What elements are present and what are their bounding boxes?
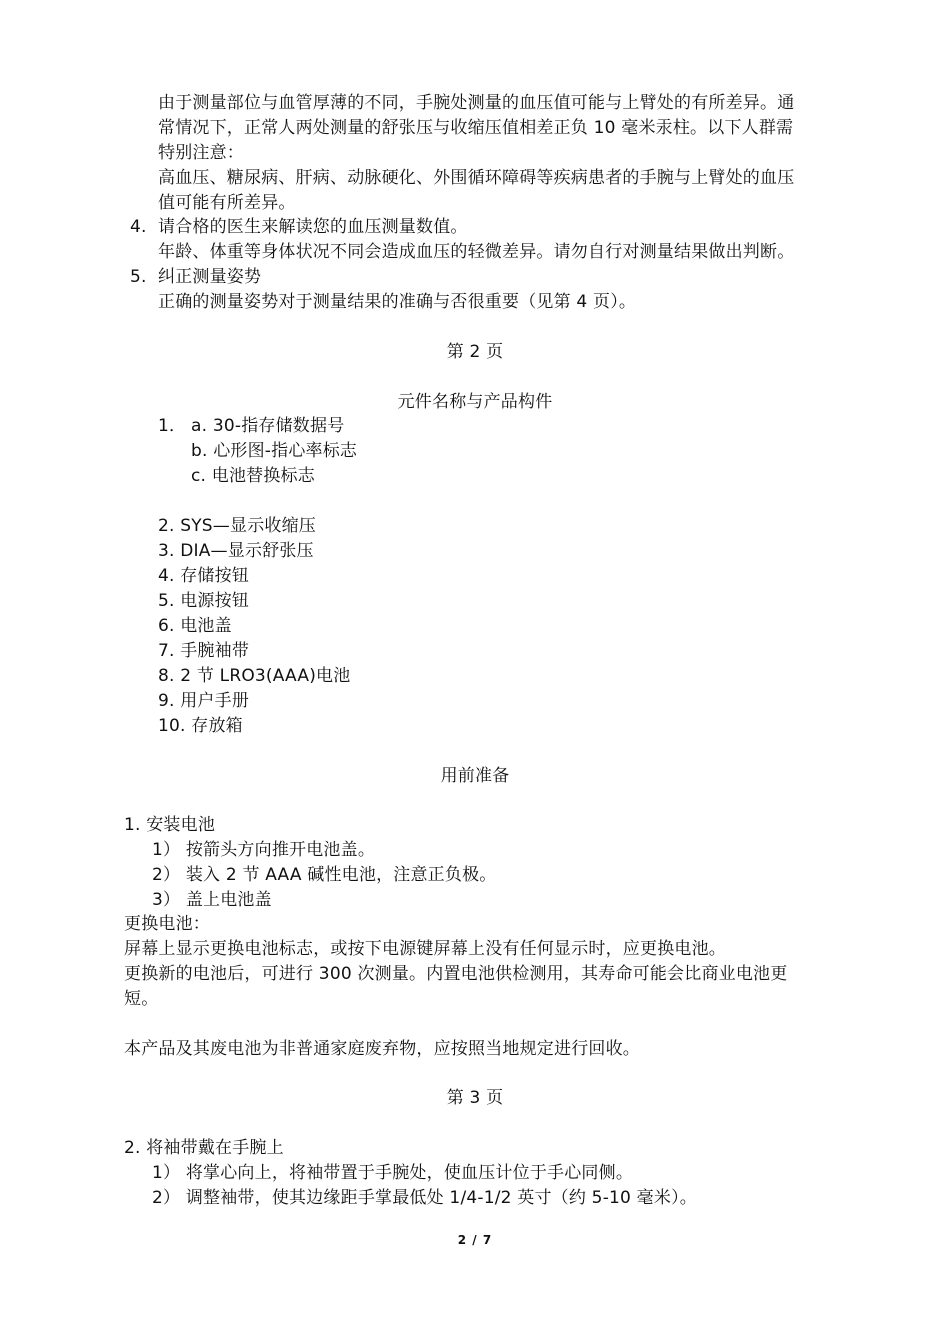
intro-text-line: 特别注意： <box>158 143 244 163</box>
component-item: 5. 电源按钮 <box>158 591 250 611</box>
intro-text-line: 值可能有所差异。 <box>158 193 296 213</box>
component-item: 7. 手腕袖带 <box>158 641 250 661</box>
page-label: 第 2 页 <box>446 342 504 362</box>
step-subitem: 2） 装入 2 节 AAA 碱性电池，注意正负极。 <box>152 865 497 885</box>
recycle-notice: 本产品及其废电池为非普通家庭废弃物，应按照当地规定进行回收。 <box>124 1039 640 1059</box>
component-item: 3. DIA—显示舒张压 <box>158 541 314 561</box>
tip-body: 正确的测量姿势对于测量结果的准确与否很重要（见第 4 页）。 <box>158 292 637 312</box>
component-item: 6. 电池盖 <box>158 616 232 636</box>
body-text-line: 屏幕上显示更换电池标志，或按下电源键屏幕上没有任何显示时，应更换电池。 <box>124 939 726 959</box>
page-number: 2 / 7 <box>457 1233 493 1247</box>
body-text-line: 更换新的电池后，可进行 300 次测量。内置电池供检测用，其寿命可能会比商业电池更 <box>124 964 788 984</box>
replace-battery-label: 更换电池： <box>124 914 210 934</box>
step-subitem: 3） 盖上电池盖 <box>152 890 272 910</box>
tip-number: 5. <box>130 267 147 287</box>
intro-text-line: 常情况下，正常人两处测量的舒张压与收缩压值相差正负 10 毫米汞柱。以下人群需 <box>158 118 794 138</box>
component-subitem: b. 心形图-指心率标志 <box>191 441 358 461</box>
body-text-line: 短。 <box>124 989 159 1009</box>
section-heading: 元件名称与产品构件 <box>397 392 553 412</box>
component-item: 4. 存储按钮 <box>158 566 250 586</box>
step-heading: 1. 安装电池 <box>124 815 216 835</box>
step-subitem: 2） 调整袖带，使其边缘距手掌最低处 1/4-1/2 英寸（约 5-10 毫米）。 <box>152 1188 697 1208</box>
component-subitem: a. 30-指存储数据号 <box>191 416 345 436</box>
tip-title: 纠正测量姿势 <box>158 267 262 287</box>
component-subitem: c. 电池替换标志 <box>191 466 315 486</box>
section-heading: 用前准备 <box>440 766 510 786</box>
step-subitem: 1） 将掌心向上，将袖带置于手腕处，使血压计位于手心同侧。 <box>152 1163 634 1183</box>
step-heading: 2. 将袖带戴在手腕上 <box>124 1138 284 1158</box>
component-item: 9. 用户手册 <box>158 691 250 711</box>
tip-body: 年龄、体重等身体状况不同会造成血压的轻微差异。请勿自行对测量结果做出判断。 <box>158 242 795 262</box>
intro-text-line: 高血压、糖尿病、肝病、动脉硬化、外围循环障碍等疾病患者的手腕与上臂处的血压 <box>158 168 795 188</box>
component-item: 8. 2 节 LRO3(AAA)电池 <box>158 666 351 686</box>
step-subitem: 1） 按箭头方向推开电池盖。 <box>152 840 376 860</box>
component-item: 10. 存放箱 <box>158 716 243 736</box>
component-item-number: 1． <box>158 416 187 436</box>
component-item: 2. SYS—显示收缩压 <box>158 516 316 536</box>
tip-title: 请合格的医生来解读您的血压测量数值。 <box>158 217 468 237</box>
page-label: 第 3 页 <box>446 1088 504 1108</box>
tip-number: 4. <box>130 217 147 237</box>
intro-text-line: 由于测量部位与血管厚薄的不同，手腕处测量的血压值可能与上臂处的有所差异。通 <box>158 93 795 113</box>
